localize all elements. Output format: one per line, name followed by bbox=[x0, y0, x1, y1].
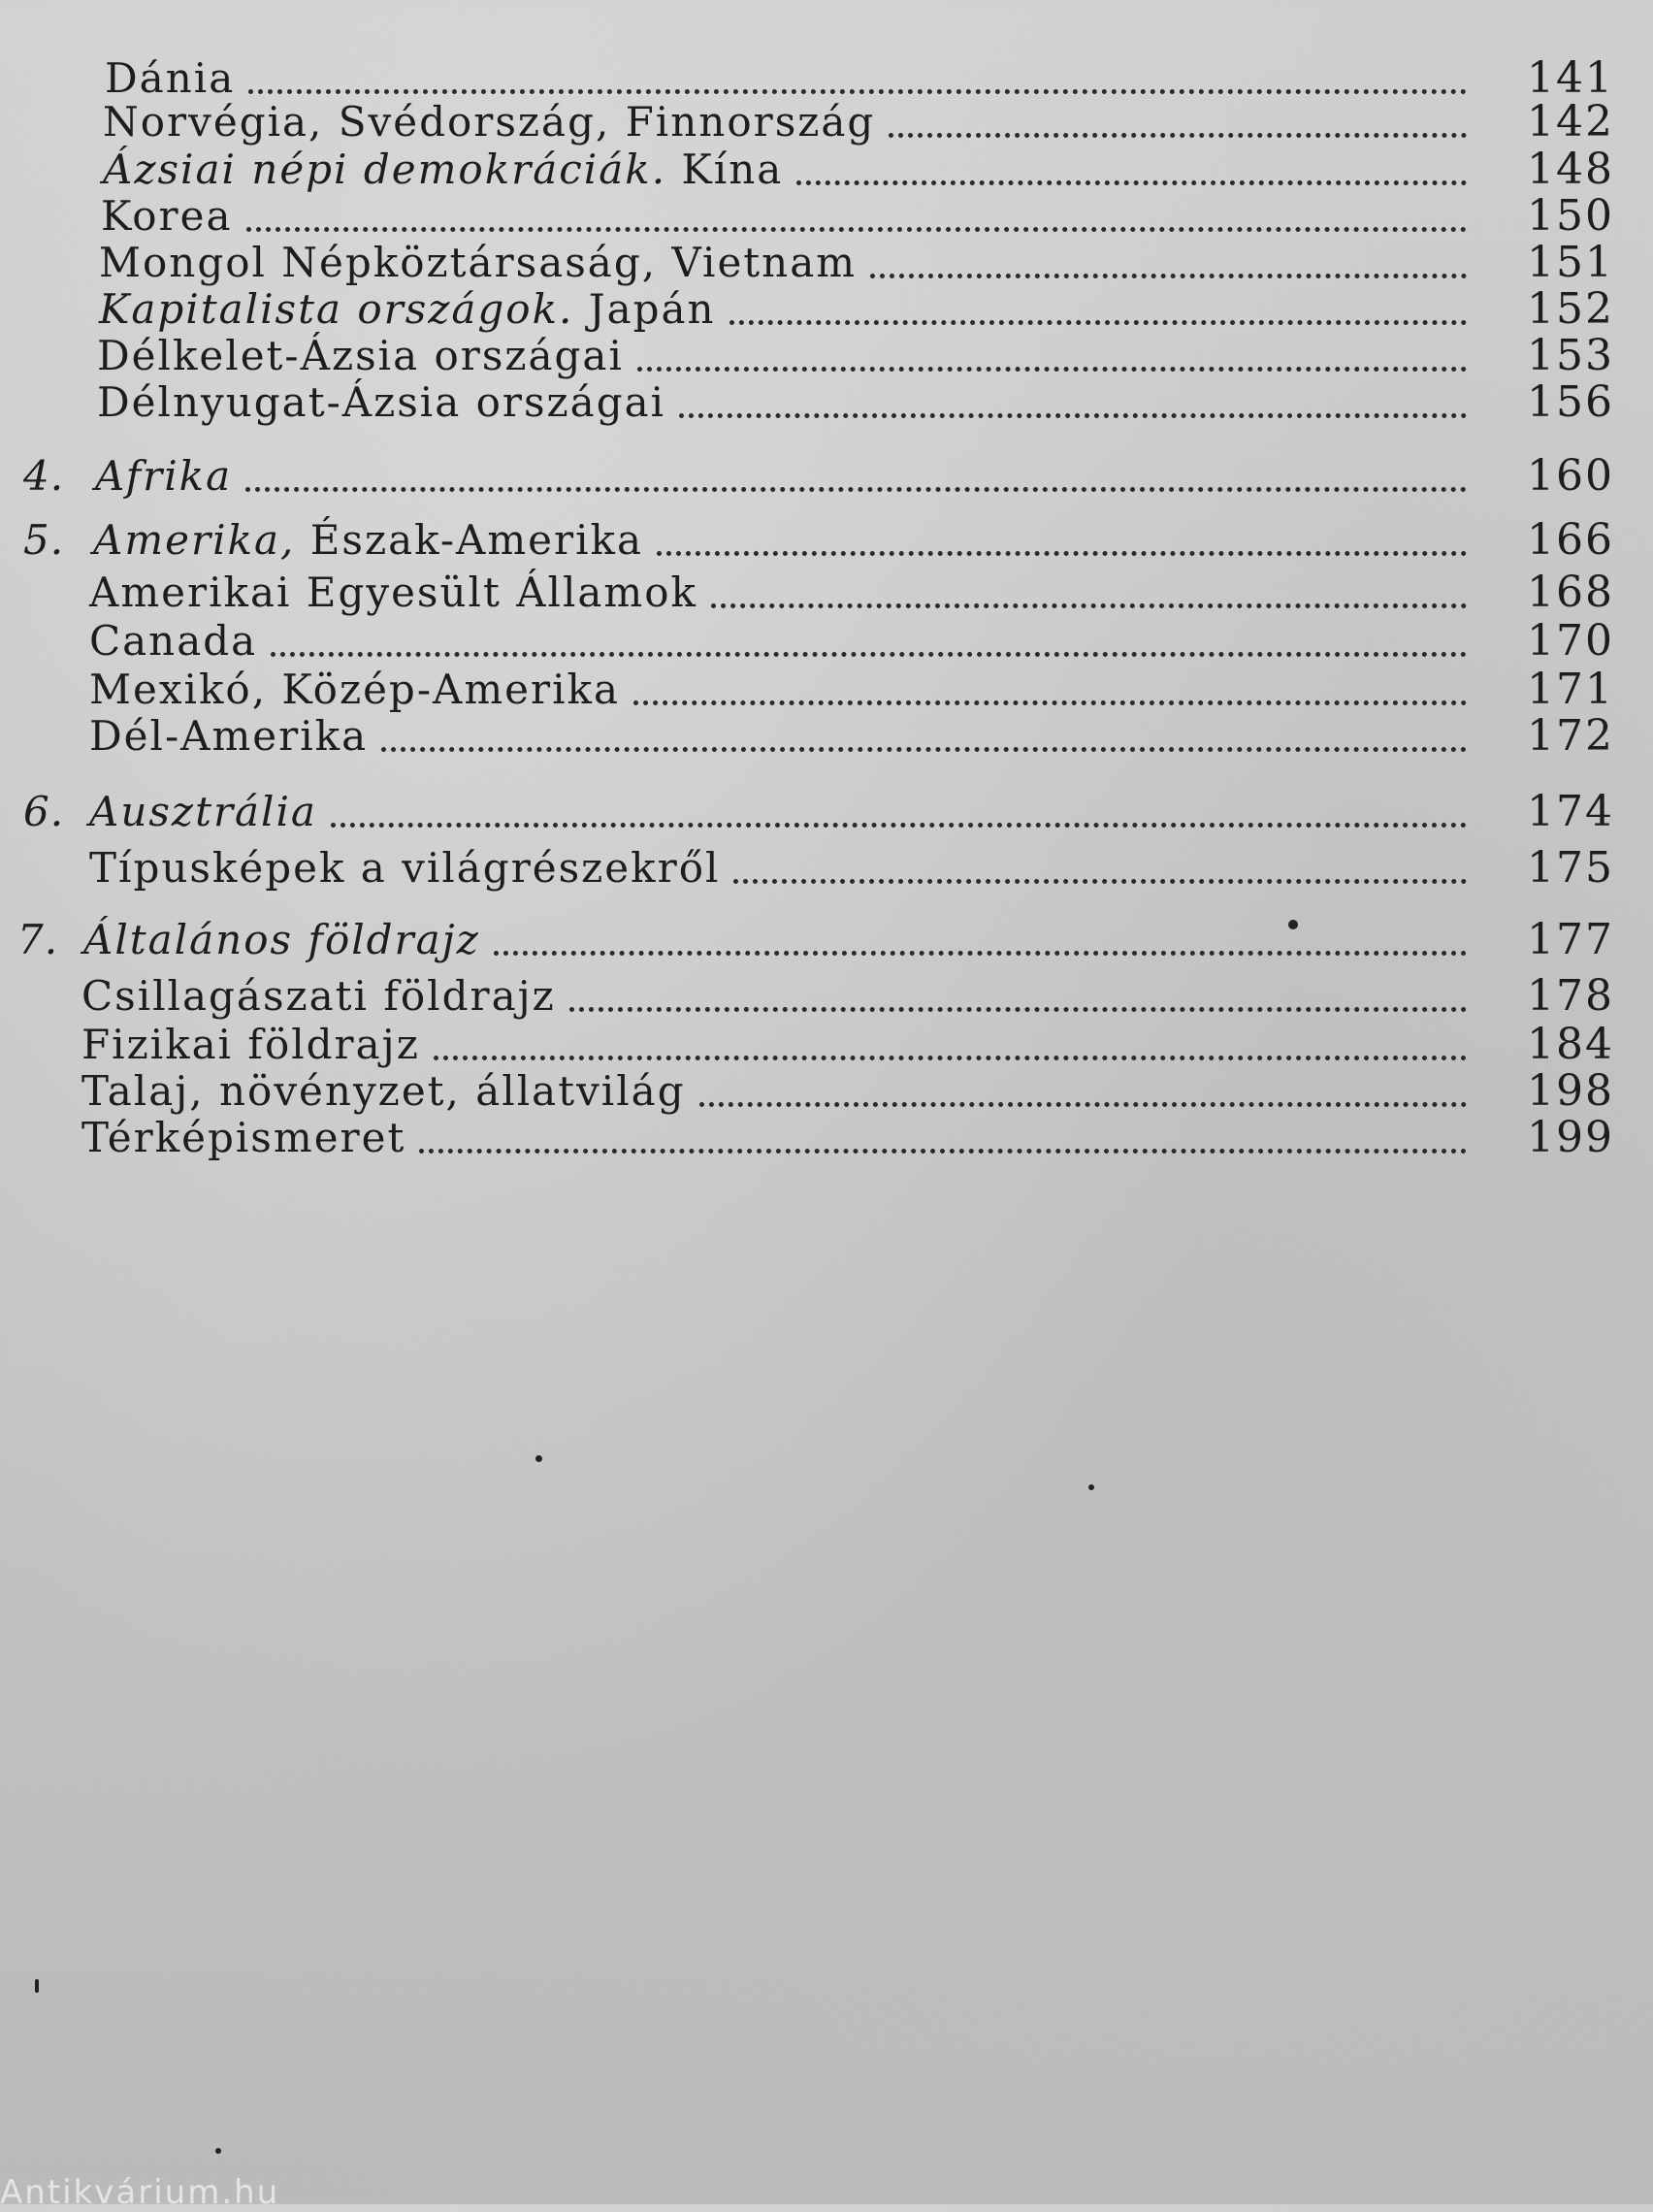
toc-entry bbox=[103, 145, 1478, 195]
ink-speck bbox=[1088, 1484, 1094, 1490]
toc-entry bbox=[81, 1066, 1478, 1117]
toc-label bbox=[101, 191, 233, 242]
leader-dots bbox=[733, 879, 1467, 884]
toc-number: 5. bbox=[23, 516, 65, 564]
toc-row bbox=[0, 377, 1653, 428]
leader-dots bbox=[419, 1149, 1467, 1154]
leader-dots bbox=[381, 747, 1467, 752]
toc-page-number: 150 bbox=[1527, 191, 1614, 241]
toc-number: 6. bbox=[23, 788, 65, 835]
toc-label bbox=[89, 665, 620, 715]
toc-row bbox=[0, 616, 1653, 667]
toc-row bbox=[0, 515, 1653, 566]
toc-label-text: Norvégia, Svédország, Finnország bbox=[103, 98, 876, 146]
toc-entry bbox=[89, 843, 1478, 894]
toc-page-number: 141 bbox=[1527, 53, 1614, 103]
toc-entry bbox=[103, 97, 1478, 147]
toc-row bbox=[0, 787, 1653, 837]
toc-row bbox=[0, 331, 1653, 381]
toc-label-italic: Amerika, bbox=[93, 516, 296, 564]
toc-row bbox=[0, 843, 1653, 894]
toc-label-text: Dánia bbox=[105, 54, 236, 102]
toc-entry bbox=[97, 331, 1478, 381]
toc-row bbox=[0, 1020, 1653, 1070]
leader-dots bbox=[729, 320, 1467, 325]
toc-label bbox=[95, 451, 232, 502]
leader-dots bbox=[637, 367, 1467, 372]
toc-label bbox=[99, 284, 716, 335]
toc-entry bbox=[93, 515, 1478, 566]
toc-label bbox=[81, 1020, 420, 1070]
toc-label bbox=[97, 377, 665, 428]
leader-dots bbox=[434, 1056, 1467, 1060]
toc-entry bbox=[99, 284, 1478, 335]
toc-page-number: 170 bbox=[1527, 616, 1614, 666]
toc-page-number: 184 bbox=[1527, 1020, 1614, 1069]
toc-label bbox=[89, 616, 257, 667]
toc-entry bbox=[101, 191, 1478, 242]
toc-entry bbox=[81, 1020, 1478, 1070]
toc-label bbox=[89, 787, 317, 837]
toc-label bbox=[103, 145, 783, 195]
toc-page-number: 171 bbox=[1527, 665, 1614, 714]
toc-entry bbox=[89, 787, 1478, 837]
toc-label-text: Észak-Amerika bbox=[295, 516, 644, 564]
toc-label bbox=[99, 238, 857, 288]
toc-page-number: 151 bbox=[1527, 238, 1614, 287]
toc-page-number: 178 bbox=[1527, 971, 1614, 1021]
toc-row bbox=[0, 97, 1653, 147]
leader-dots bbox=[246, 227, 1467, 232]
toc-row bbox=[0, 568, 1653, 618]
leader-dots bbox=[633, 700, 1467, 705]
leader-dots bbox=[679, 413, 1467, 418]
toc-label-text: Délnyugat-Ázsia országai bbox=[97, 378, 666, 426]
toc-page-number: 152 bbox=[1527, 284, 1614, 334]
ink-speck bbox=[535, 1455, 542, 1462]
toc-label-italic: Afrika bbox=[95, 452, 233, 500]
toc-row bbox=[0, 665, 1653, 715]
watermark: Antikvárium.hu bbox=[0, 2173, 280, 2212]
leader-dots bbox=[699, 1102, 1467, 1107]
toc-page-number: 177 bbox=[1527, 915, 1614, 964]
toc-entry bbox=[89, 711, 1478, 762]
toc-row bbox=[0, 145, 1653, 195]
toc-label bbox=[83, 915, 480, 965]
leader-dots bbox=[569, 1007, 1467, 1012]
toc-label bbox=[81, 1113, 405, 1163]
toc-label-italic: Általános földrajz bbox=[83, 916, 480, 963]
toc-label-text: Típusképek a világrészekről bbox=[89, 844, 721, 892]
toc-row bbox=[0, 1066, 1653, 1117]
leader-dots bbox=[245, 487, 1467, 492]
toc-row bbox=[0, 238, 1653, 288]
toc-label-text: Mexikó, Közép-Amerika bbox=[89, 666, 621, 713]
leader-dots bbox=[271, 652, 1467, 657]
leader-dots bbox=[889, 133, 1467, 138]
toc-label-text: Kína bbox=[666, 146, 784, 193]
toc-entry bbox=[97, 377, 1478, 428]
toc-entry bbox=[89, 568, 1478, 618]
toc-label-text: Amerikai Egyesült Államok bbox=[89, 569, 697, 616]
toc-label-text: Térképismeret bbox=[81, 1114, 406, 1161]
toc-page-number: 175 bbox=[1527, 843, 1614, 893]
ink-speck bbox=[215, 2148, 221, 2154]
toc-label bbox=[97, 331, 624, 381]
toc-row bbox=[0, 451, 1653, 502]
toc-entry bbox=[99, 238, 1478, 288]
toc-page-number: 172 bbox=[1527, 711, 1614, 761]
toc-number: 7. bbox=[17, 916, 59, 963]
toc-page-number: 199 bbox=[1527, 1113, 1614, 1162]
leader-dots bbox=[711, 603, 1467, 608]
leader-dots bbox=[331, 823, 1467, 828]
toc-label bbox=[81, 971, 556, 1022]
toc-page-number: 153 bbox=[1527, 331, 1614, 380]
toc-page-number: 166 bbox=[1527, 515, 1614, 565]
toc-entry bbox=[81, 971, 1478, 1022]
toc-label bbox=[89, 843, 720, 894]
toc-row bbox=[0, 284, 1653, 335]
toc-label bbox=[89, 568, 697, 618]
toc-row bbox=[0, 971, 1653, 1022]
toc-entry bbox=[81, 1113, 1478, 1163]
leader-dots bbox=[494, 951, 1467, 956]
toc-label bbox=[81, 1066, 686, 1117]
toc-number: 4. bbox=[23, 452, 65, 500]
toc-label-italic: Kapitalista országok. bbox=[99, 285, 574, 333]
toc-label-italic: Ázsiai népi demokráciák. bbox=[103, 146, 667, 193]
leader-dots bbox=[796, 180, 1467, 185]
toc-label-text: Mongol Népköztársaság, Vietnam bbox=[99, 239, 858, 286]
toc-label bbox=[93, 515, 643, 566]
toc-label bbox=[89, 711, 368, 762]
toc-label-text: Talaj, növényzet, állatvilág bbox=[81, 1067, 686, 1115]
leader-dots bbox=[870, 274, 1467, 278]
toc-label-text: Dél-Amerika bbox=[89, 712, 369, 760]
toc-row bbox=[0, 711, 1653, 762]
toc-entry bbox=[95, 451, 1478, 502]
toc-label-text: Korea bbox=[101, 192, 233, 240]
toc-label-text: Japán bbox=[573, 285, 716, 333]
toc-page-number: 160 bbox=[1527, 451, 1614, 501]
toc-label-italic: Ausztrália bbox=[89, 788, 317, 835]
toc-page-number: 142 bbox=[1527, 97, 1614, 146]
toc-page-number: 174 bbox=[1527, 787, 1614, 836]
toc-label-text: Fizikai földrajz bbox=[81, 1021, 420, 1068]
leader-dots bbox=[657, 551, 1467, 556]
toc-row bbox=[0, 191, 1653, 242]
toc-page-number: 168 bbox=[1527, 568, 1614, 617]
toc-row bbox=[0, 915, 1653, 965]
toc-label-text: Csillagászati földrajz bbox=[81, 972, 556, 1020]
toc-page-number: 198 bbox=[1527, 1066, 1614, 1116]
toc-entry bbox=[89, 665, 1478, 715]
ink-speck bbox=[35, 1979, 39, 1993]
toc-label bbox=[103, 97, 875, 147]
toc-page-number: 156 bbox=[1527, 377, 1614, 427]
toc-entry bbox=[83, 915, 1478, 965]
leader-dots bbox=[248, 89, 1467, 94]
toc-label-text: Canada bbox=[89, 617, 258, 665]
ink-speck bbox=[1288, 920, 1298, 929]
toc-entry bbox=[89, 616, 1478, 667]
toc-page-number: 148 bbox=[1527, 145, 1614, 194]
toc-label-text: Délkelet-Ázsia országai bbox=[97, 332, 624, 379]
toc-row bbox=[0, 1113, 1653, 1163]
